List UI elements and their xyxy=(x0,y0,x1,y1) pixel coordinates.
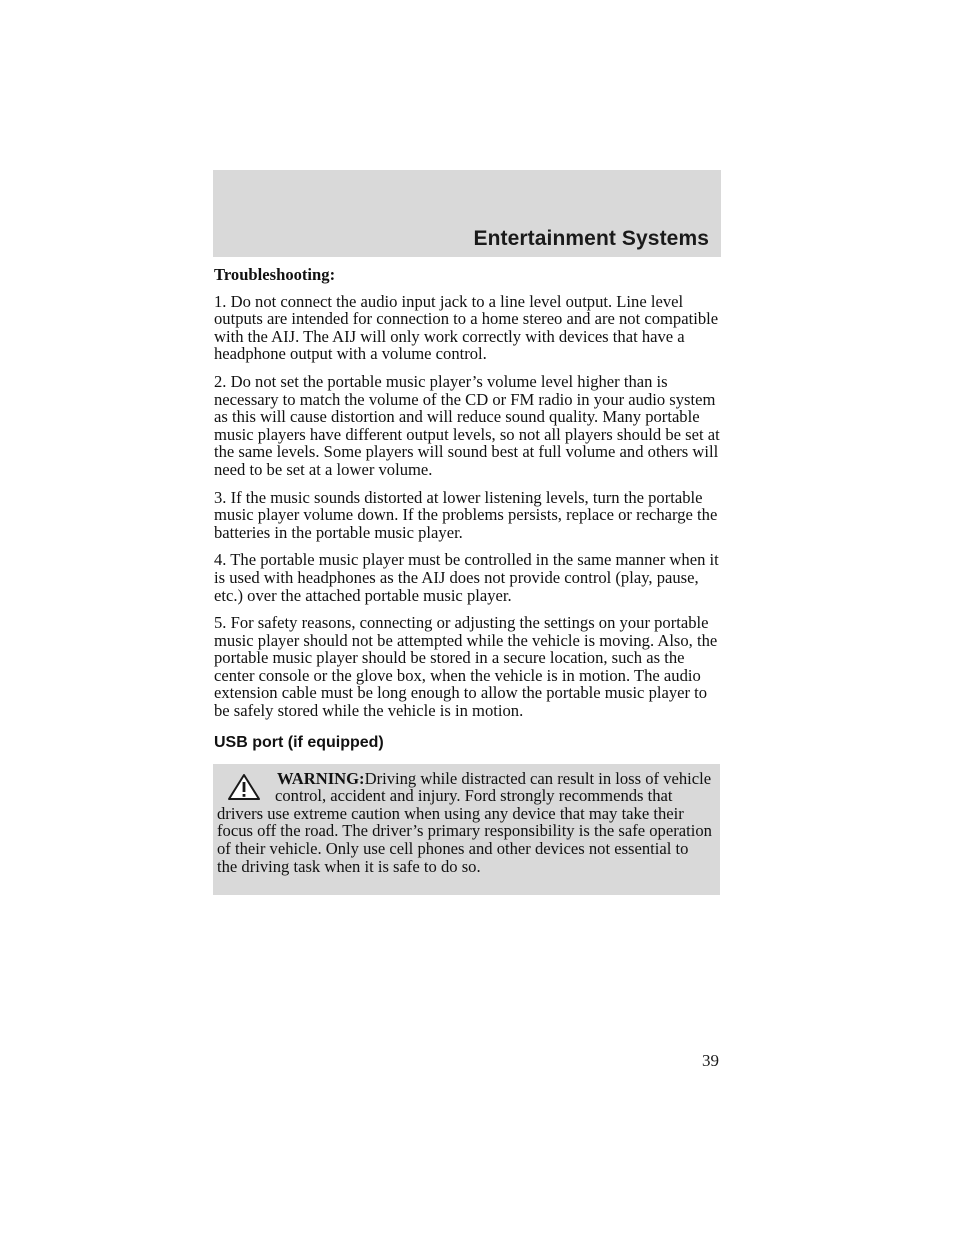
troubleshooting-item-5: 5. For safety reasons, connecting or adjusting the settings on your portable music player should not be attempted while the vehicle is moving. Also, the portable music player should be stored in a secure location, such as the center console or the glove box, when the vehicle is in motion. The audio extension cable must be long enough to allow the portable music player to be safely stored while the vehicle is in motion. xyxy=(214,613,718,721)
warning-message xyxy=(217,770,712,876)
warning-label: WARNING: xyxy=(277,768,365,788)
section-title: Entertainment Systems xyxy=(473,227,709,250)
troubleshooting-heading: Troubleshooting: xyxy=(214,265,336,284)
troubleshooting-item-3: 3. If the music sounds distorted at lower listening levels, turn the portable music player volume down. If the problems persists, replace or recharge the batteries in the portable music player. xyxy=(214,487,718,542)
warning-body: Driving while distracted can result in loss of vehicle control, accident and injury. Ford strongly recommends that drivers use extreme caution when using any device that may take their focus off the road. The driver’s primary responsibility is the safe operation of their vehicle. Only use cell phones and other devices not essential to the driving task when it is safe to do so. xyxy=(217,768,712,876)
section-header-band xyxy=(213,170,721,257)
warning-box xyxy=(213,764,720,896)
warning-triangle-icon xyxy=(227,770,261,801)
page-content xyxy=(214,266,724,895)
troubleshooting-item-1: 1. Do not connect the audio input jack to a line level output. Line level outputs are intended for connection to a home stereo and are not compatible with the AIJ. The AIJ will only work correctly with devices that have a headphone output with a volume control. xyxy=(214,291,719,364)
troubleshooting-item-2: 2. Do not set the portable music player’s volume level higher than is necessary to match the volume of the CD or FM radio in your audio system as this will cause distortion and will reduce sound quality. Many portable music players have different output levels, so not all players should be set at the same levels. Some players will sound best at full volume and others will need to be set at a lower volume. xyxy=(214,371,720,479)
usb-port-heading: USB port (if equipped) xyxy=(214,733,384,751)
troubleshooting-item-4: 4. The portable music player must be controlled in the same manner when it is used with headphones as the AIJ does not provide control (play, pause, etc.) over the attached portable music player. xyxy=(214,550,719,605)
page-number: 39 xyxy=(702,1051,719,1070)
